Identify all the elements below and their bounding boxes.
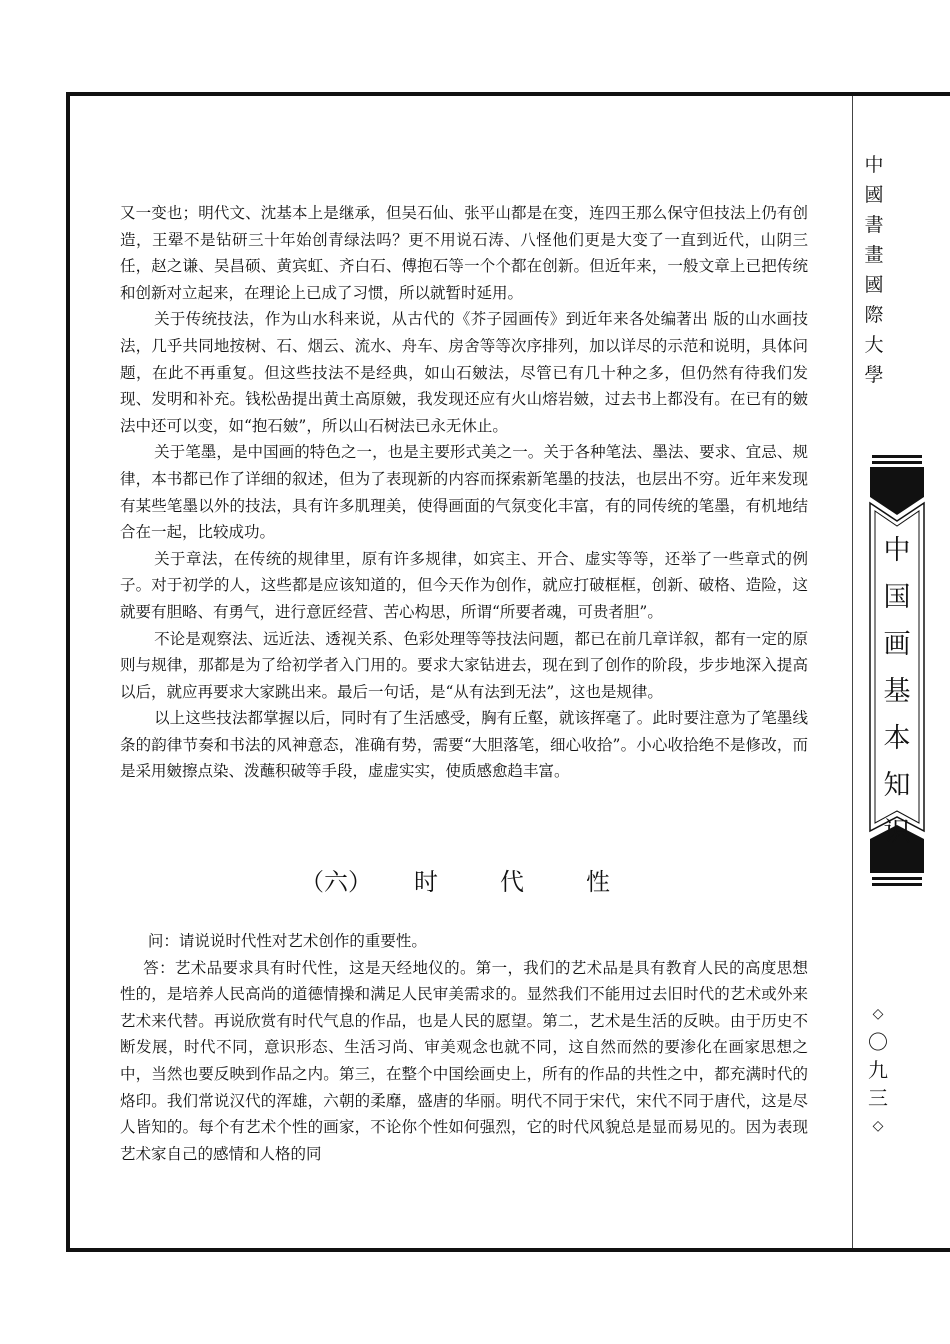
side-column-divider: [852, 96, 853, 1248]
book-title-cartouche: [866, 455, 928, 887]
paragraph: 关于章法，在传统的规律里，原有许多规律，如宾主、开合、虚实等等，还举了一些章式的例子。对于初学的人，这些都是应该知道的，但今天作为创作，就应打破框框，创新、破格、造险，这就要有胆略、有勇气，进行意匠经营、苦心构思，所谓“所要者魂，可贵者胆”。: [120, 549, 808, 621]
paragraph: 关于笔墨，是中国画的特色之一，也是主要形式美之一。关于各种笔法、墨法、要求、宜忌、规律，本书都已作了详细的叙述，但为了表现新的内容而探索新笔墨的技法，也层出不穷。近年来发现有某些笔墨以外的技法，具有许多肌理美，使得画面的气氛变化丰富，有的同传统的笔墨，有机地结合在一起，比较成功。: [120, 443, 808, 542]
paragraph: 以上这些技法都掌握以后，同时有了生活感受，胸有丘壑，就该挥毫了。此时要注意为了笔墨线条的韵律节奏和书法的风神意态，准确有势，需要“大胆落笔，细心收拾”。小心收拾绝不是修改，而是采用皴擦点染、泼蘸积破等手段，虚虚实实，使质感愈趋丰富。: [120, 709, 808, 781]
page-number-char: 九: [868, 1058, 888, 1082]
cartouche-char: 画: [883, 629, 911, 660]
section-title-char: 时: [414, 868, 438, 896]
body-text: [120, 200, 808, 785]
side-header-char: 國: [864, 184, 884, 206]
page-number-char: 〇: [868, 1030, 888, 1054]
page-number: [868, 1000, 888, 1140]
paragraph: 又一变也；明代文、沈基本上是继承，但吴石仙、张平山都是在变，连四王那么保守但技法上仍有创造，王翚不是钻研三十年始创青绿法吗？更不用说石涛、八怪他们更是大变了一直到近代，山阴三任，赵之谦、吴昌硕、黄宾虹、齐白石、傅抱石等一个个都在创新。但近年来，一般文章上已把传统和创新对立起来，在理论上已成了习惯，所以就暂时延用。: [120, 204, 808, 302]
side-header-char: 學: [864, 364, 884, 386]
cartouche-char: 知: [883, 770, 911, 801]
side-header-char: 國: [864, 274, 884, 296]
page-number-char: 三: [868, 1086, 888, 1110]
side-header-char: 中: [864, 154, 884, 176]
side-header-char: 書: [864, 214, 884, 236]
section-title-char: 代: [500, 868, 524, 896]
section-title-char: 性: [586, 868, 610, 896]
page-frame-top-border: [66, 92, 950, 96]
answer-text: 答：艺术品要求具有时代性，这是天经地仪的。第一，我们的艺术品是具有教育人民的高度思想性的，是培养人民高尚的道德情操和满足人民审美需求的。显然我们不能用过去旧时代的艺术或外来艺术来代替。再说欣赏有时代气息的作品，也是人民的愿望。第二，艺术是生活的反映。由于历史不断发展，时代不同，意识形态、生活习尚、审美观念也就不同，这自然而然的要渗化在画家思想之中，当然也要反映到作品之内。第三，在整个中国绘画史上，所有的作品的共性之中，都充满时代的烙印。我们常说汉代的浑雄，六朝的柔靡，盛唐的华丽。明代不同于宋代，宋代不同于唐代，这是尽人皆知的。每个有艺术个性的画家，不论你个性如何强烈，它的时代风貌总是显而易见的。因为表现艺术家自己的感情和人格的同: [120, 958, 808, 1163]
side-header-char: 際: [864, 304, 884, 326]
cartouche-char: 基: [883, 676, 911, 707]
side-header-char: 大: [864, 334, 884, 356]
diamond-ornament-icon: ◇: [872, 1118, 884, 1134]
qa-block: [120, 928, 808, 1167]
section-heading: [300, 862, 610, 897]
page-frame-left-border: [66, 92, 70, 1252]
paragraph: 关于传统技法，作为山水科来说，从古代的《芥子园画传》到近年来各处编著出 版的山水画技法，几乎共同地按树、石、烟云、流水、舟车、房舍等等次序排列，加以详尽的示范和说明，具体问题，在此不再重复。但这些技法不是经典，如山石皴法，尽管已有几十种之多，但仍然有待我们发现、发明和补充。钱松嵒提出黄土高原皴，我发现还应有火山熔岩皴，过去书上都没有。在已有的皴法中还可以变，如“抱石皴”，所以山石树法已永无休止。: [120, 310, 808, 435]
side-header-char: 畫: [864, 244, 884, 266]
cartouche-char: 中: [883, 535, 911, 566]
page-frame-bottom-border: [66, 1248, 950, 1252]
side-running-header: [864, 150, 884, 390]
paragraph: 不论是观察法、远近法、透视关系、色彩处理等等技法问题，都已在前几章详叙，都有一定的原则与规律，那都是为了给初学者入门用的。要求大家钻进去，现在到了创作的阶段，步步地深入提高以后，就应再要求大家跳出来。最后一句话，是“从有法到无法”，这也是规律。: [120, 629, 808, 701]
diamond-ornament-icon: ◇: [872, 1006, 884, 1022]
section-number: （六）: [300, 868, 372, 896]
cartouche-char: 本: [883, 723, 911, 754]
cartouche-char: 识: [883, 817, 911, 848]
cartouche-char: 国: [883, 582, 911, 613]
question-text: 问：请说说时代性对艺术创作的重要性。: [147, 932, 427, 950]
